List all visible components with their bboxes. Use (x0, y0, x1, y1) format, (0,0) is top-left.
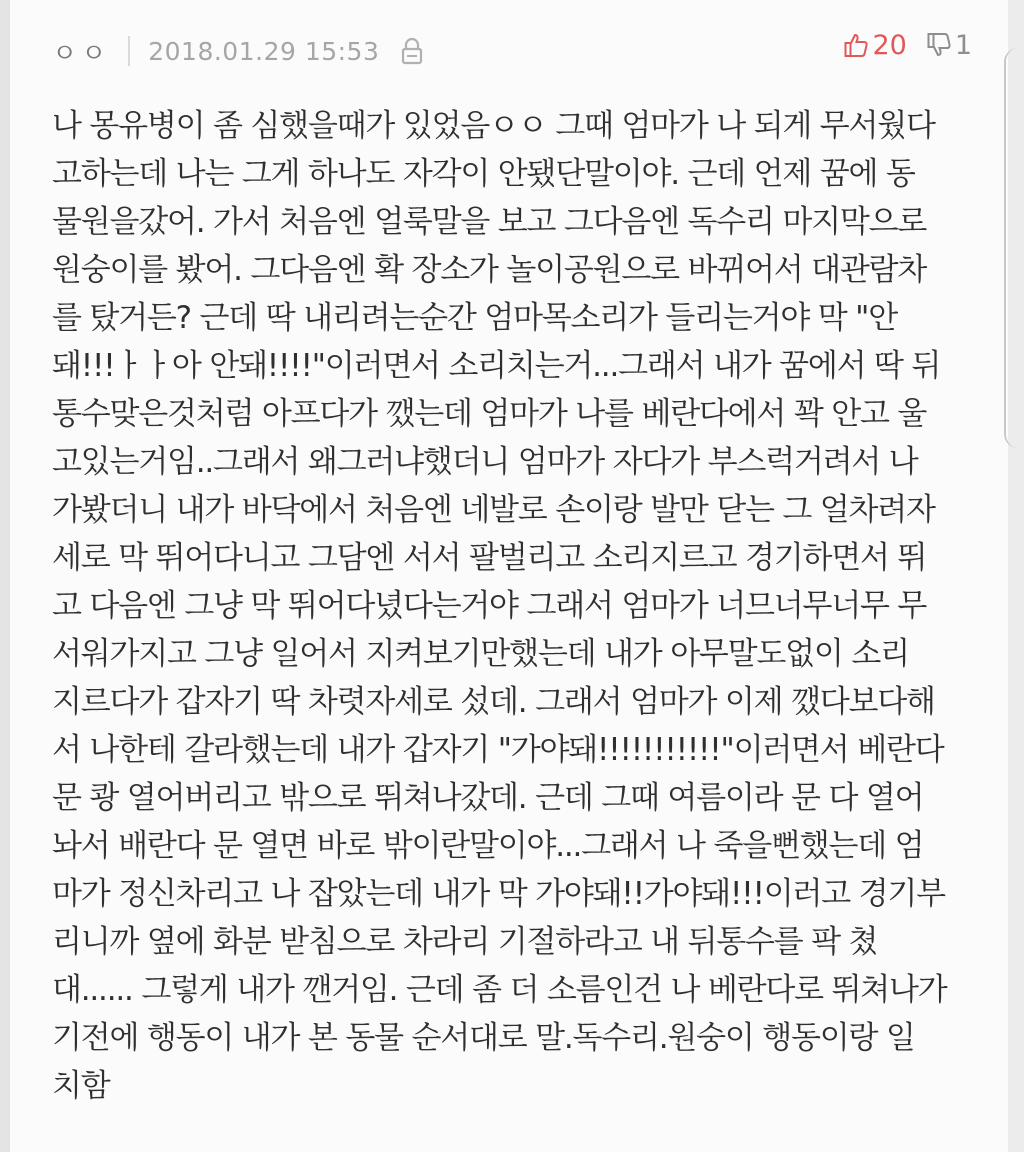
comment-line: 놔서 배란다 문 열면 바로 밖이란말이야...그래서 나 죽을뻔했는데 엄 (52, 828, 924, 864)
comment-line: 통수맞은것처럼 아프다가 깼는데 엄마가 나를 베란다에서 꽉 안고 울 (52, 396, 927, 432)
comment-meta (52, 28, 423, 74)
downvote-count: 1 (954, 29, 972, 61)
comment-line: 리니까 옆에 화분 받침으로 차라리 기절하라고 내 뒤통수를 팍 쳤 (52, 924, 878, 960)
comment-line: 기전에 행동이 내가 본 동물 순서대로 말.독수리.원숭이 행동이랑 일 (52, 1020, 915, 1056)
comment-line: 서 나한테 갈라했는데 내가 갑자기 "가야돼!!!!!!!!!!!"이러면서 베란다 (52, 732, 944, 768)
comment-line: 문 쾅 열어버리고 밖으로 뛰쳐나갔데. 근데 그때 여름이라 문 다 열어 (52, 780, 924, 816)
comment-line: 물원을갔어. 가서 처음엔 얼룩말을 보고 그다음엔 독수리 마지막으로 (52, 204, 927, 240)
comment-line: 서워가지고 그냥 일어서 지켜보기만했는데 내가 아무말도없이 소리 (52, 636, 909, 672)
comment-body (52, 102, 982, 1110)
comment-line: 원숭이를 봤어. 그다음엔 확 장소가 놀이공원으로 바뀌어서 대관람차 (52, 252, 927, 288)
downvote-button[interactable] (927, 30, 972, 61)
upvote-count: 20 (872, 29, 907, 61)
comment-line: 고있는거임..그래서 왜그러냐했더니 엄마가 자다가 부스럭거려서 나 (52, 444, 918, 480)
comment-line: 고 다음엔 그냥 막 뛰어다녔다는거야 그래서 엄마가 너므너무너무 무 (52, 588, 927, 624)
thumbs-down-icon (927, 32, 951, 58)
comment-line: 치함 (52, 1068, 110, 1104)
comment-line: 나 몽유병이 좀 심했을때가 있었음ㅇㅇ 그때 엄마가 나 되게 무서웠다 (52, 108, 935, 144)
comment-line: 대...... 그렇게 내가 깬거임. 근데 좀 더 소름인건 나 베란다로 뛰쳐나가 (52, 972, 947, 1008)
comment-line: 마가 정신차리고 나 잡았는데 내가 막 가야돼!!가야돼!!!이러고 경기부 (52, 876, 945, 912)
comment-line: 가봤더니 내가 바닥에서 처음엔 네발로 손이랑 발만 닫는 그 얼차려자 (52, 492, 935, 528)
comment-line: 고하는데 나는 그게 하나도 자각이 안됐단말이야. 근데 언제 꿈에 동 (52, 156, 915, 192)
comment-line: 지르다가 갑자기 딱 차렷자세로 섰데. 그래서 엄마가 이제 깼다보다해 (52, 684, 935, 720)
meta-divider (128, 36, 130, 66)
vote-box (844, 22, 972, 68)
comment-line: 를 탔거든? 근데 딱 내리려는순간 엄마목소리가 들리는거야 막 "안 (52, 300, 897, 336)
comment-line: 세로 막 뛰어다니고 그담엔 서서 팔벌리고 소리지르고 경기하면서 뛰 (52, 540, 927, 576)
lock-icon (401, 37, 423, 65)
upvote-button[interactable] (844, 30, 906, 61)
comment-date: 2018.01.29 15:53 (148, 36, 380, 66)
thumbs-up-icon (844, 32, 868, 58)
comment-author[interactable]: ㅇㅇ (52, 38, 111, 69)
comment-line: 돼!!!ㅏㅏ아 안돼!!!!"이러면서 소리치는거...그래서 내가 꿈에서 딱 뒤 (52, 348, 941, 384)
